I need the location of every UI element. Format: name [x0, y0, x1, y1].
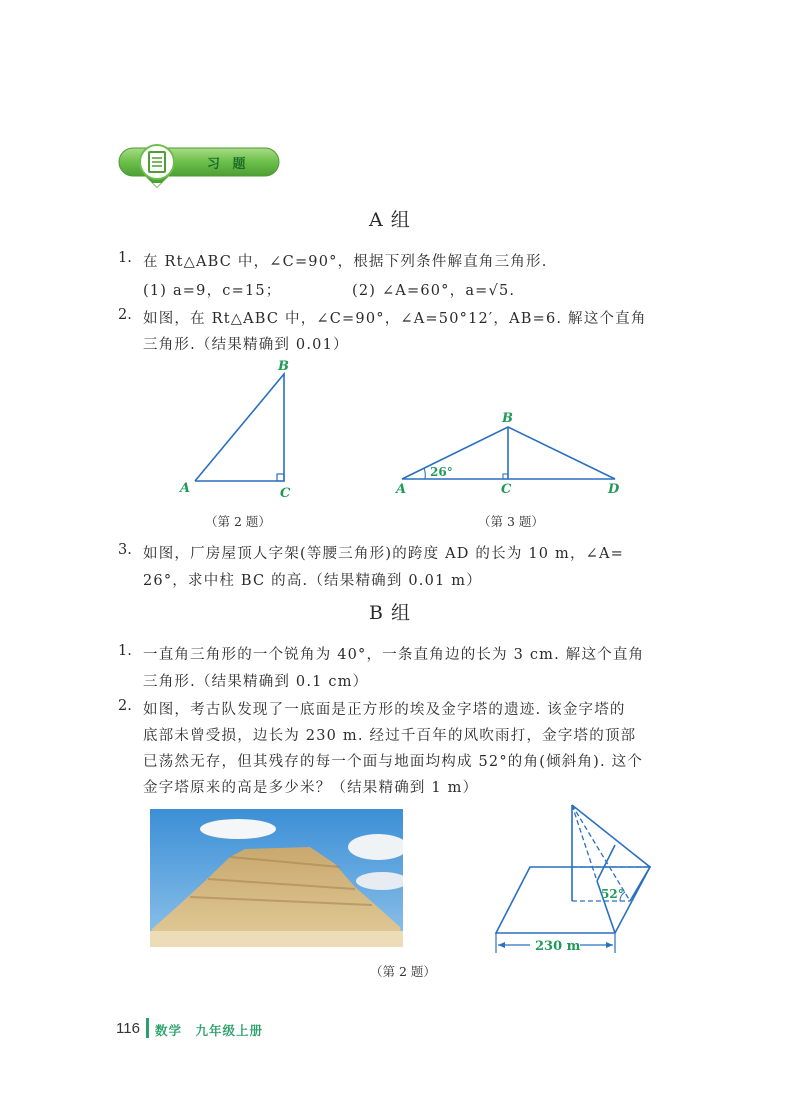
figure-caption: （第 2 题） — [370, 964, 436, 979]
question-subpart: (2) ∠A=60°，a=√5. — [352, 283, 516, 299]
pyramid-photo — [150, 809, 403, 947]
figure-caption: （第 2 题） — [205, 514, 271, 529]
question-subpart: (1) a=9，c=15； — [143, 283, 282, 299]
figure-caption: （第 3 题） — [478, 514, 544, 529]
group-a-title: A 组 — [369, 209, 411, 231]
label-c: C — [501, 482, 512, 497]
question-number: 1. — [118, 643, 132, 659]
question-text: 底部未曾受损，边长为 230 m. 经过千百年的风吹雨打，金字塔的顶部 — [143, 728, 637, 744]
question-text: 已荡然无存，但其残存的每一个面与地面均构成 52°的角(倾斜角). 这个 — [143, 754, 644, 770]
banner-title: 习 题 — [207, 157, 250, 172]
figure-roof-truss — [390, 405, 630, 505]
question-text: 在 Rt△ABC 中，∠C=90°，根据下列条件解直角三角形. — [143, 254, 548, 270]
footer-divider — [146, 1018, 149, 1038]
label-b: B — [278, 359, 289, 374]
question-text: 三角形.（结果精确到 0.01） — [143, 337, 349, 353]
question-number: 2. — [118, 698, 132, 714]
question-number: 3. — [118, 542, 132, 558]
question-text: 如图，厂房屋顶人字架(等腰三角形)的跨度 AD 的长为 10 m，∠A= — [143, 546, 625, 562]
question-text: 金字塔原来的高是多少米？（结果精确到 1 m） — [143, 780, 479, 796]
label-a: A — [396, 482, 407, 497]
label-d: D — [608, 482, 620, 497]
label-c: C — [280, 486, 291, 501]
base-length-label: 230 m — [535, 939, 581, 954]
book-title: 数学 九年级上册 — [155, 1023, 264, 1038]
exercise-banner — [117, 144, 281, 178]
question-number: 2. — [118, 307, 132, 323]
question-text: 如图，考古队发现了一底面是正方形的埃及金字塔的遗迹. 该金字塔的 — [143, 702, 626, 718]
label-b: B — [502, 411, 513, 426]
question-number: 1. — [118, 250, 132, 266]
question-text: 如图，在 Rt△ABC 中，∠C=90°，∠A=50°12′，AB=6. 解这个直角 — [143, 311, 647, 327]
group-b-title: B 组 — [369, 602, 412, 624]
notebook-icon — [117, 144, 281, 190]
angle-label: 52° — [601, 887, 624, 901]
label-a: A — [180, 481, 191, 496]
angle-label: 26° — [430, 465, 453, 479]
page-number: 116 — [116, 1020, 140, 1037]
figure-pyramid-diagram — [480, 795, 670, 955]
question-text: 三角形.（结果精确到 0.1 cm） — [143, 674, 369, 690]
question-text: 一直角三角形的一个锐角为 40°，一条直角边的长为 3 cm. 解这个直角 — [143, 647, 645, 663]
figure-right-triangle — [170, 355, 310, 505]
question-text: 26°，求中柱 BC 的高.（结果精确到 0.01 m） — [143, 573, 482, 589]
